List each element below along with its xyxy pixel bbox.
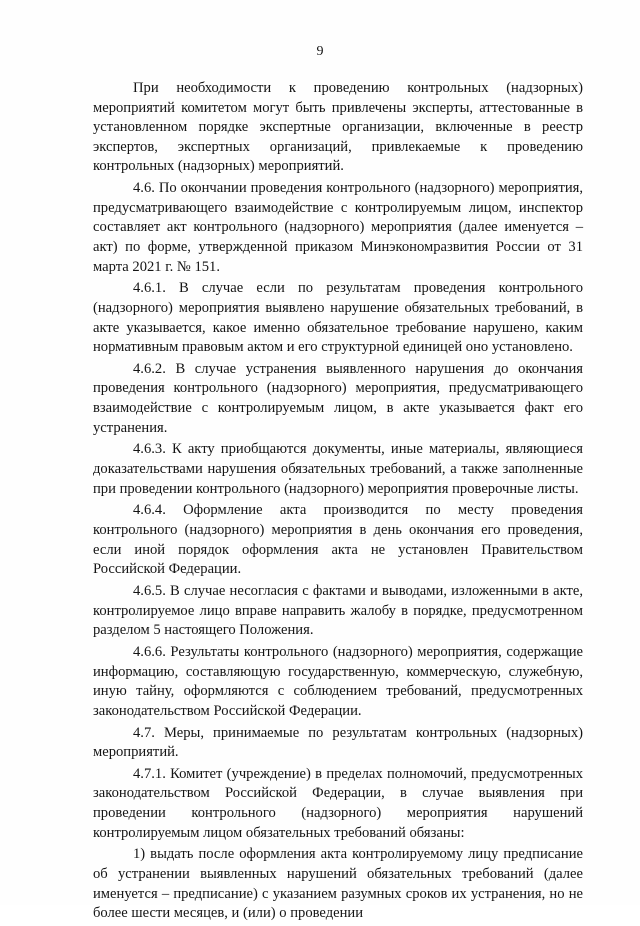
page-number: 9 [316,44,324,59]
paragraph-4-7-1: 4.7.1. Комитет (учреждение) в пределах полномочий, предусмотренных законодательством Российской Федерации, в случае выявления при проведении контрольного (надзорного) мероприятия нарушений контролируемым лицом обязательных требований обязаны: [93,765,583,841]
document-body [93,79,583,926]
paragraph-4-6-6: 4.6.6. Результаты контрольного (надзорного) мероприятия, содержащие информацию, составляющую государственную, коммерческую, служебную, иную тайну, оформляются с соблюдением требований, предусмотренных законодательством Российской Федерации. [93,643,583,719]
paragraph-4-6-5: 4.6.5. В случае несогласия с фактами и выводами, изложенными в акте, контролируемое лицо вправе направить жалобу в порядке, предусмотренном разделом 5 настоящего Положения. [93,582,583,639]
scan-speck [289,478,291,480]
paragraph-4-6-2: 4.6.2. В случае устранения выявленного нарушения до окончания проведения контрольного (надзорного) мероприятия, предусматривающего взаимодействие с контролируемым лицом, в акте указывается факт его устранения. [93,360,583,436]
paragraph-4-6-1: 4.6.1. В случае если по результатам проведения контрольного (надзорного) мероприятия выявлено нарушение обязательных требований, в акте указывается, какое именно обязательное требование нарушено, каким нормативным правовым актом и его структурной единицей оно установлено. [93,280,583,356]
paragraph-4-6-3: 4.6.3. К акту приобщаются документы, иные материалы, являющиеся доказательствами нарушения обязательных требований, а также заполненные при проведении контрольного (надзорного) мероприятия проверочные листы. [93,441,583,497]
paragraph-item-1: 1) выдать после оформления акта контролируемому лицу предписание об устранении выявленных нарушений обязательных требований (далее именуется – предписание) с указанием разумных сроков их устранения, но не более шести месяцев, и (или) о проведении [93,846,583,922]
paragraph-4-7: 4.7. Меры, принимаемые по результатам контрольных (надзорных) мероприятий. [93,724,583,761]
paragraph-4-6: 4.6. По окончании проведения контрольного (надзорного) мероприятия, предусматривающего взаимодействие с контролируемым лицом, инспектор составляет акт контрольного (надзорного) мероприятия (далее именуется – акт) по форме, утвержденной приказом Минэкономразвития России от 31 марта 2021 г. № 151. [93,180,583,275]
paragraph-4-6-4: 4.6.4. Оформление акта производится по месту проведения контрольного (надзорного) мероприятия в день окончания его проведения, если иной порядок оформления акта не установлен Правительством Российской Федерации. [93,502,583,578]
paragraph-experts: При необходимости к проведению контрольных (надзорных) мероприятий комитетом могут быть привлечены эксперты, аттестованные в установленном порядке экспертные организации, включенные в реестр экспертов, экспертных организаций, привлекаемые к проведению контрольных (надзорных) мероприятий. [93,80,583,175]
